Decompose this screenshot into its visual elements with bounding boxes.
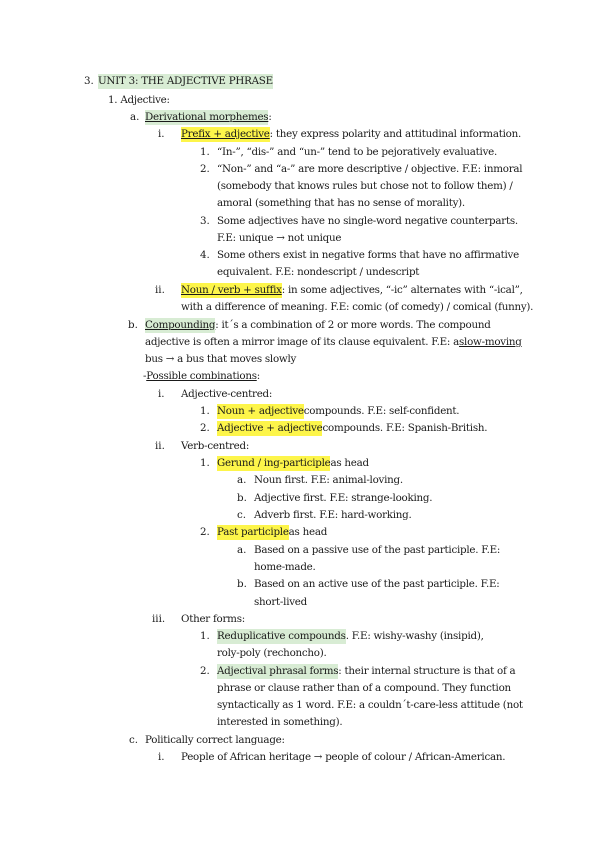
- list-item-continuation: amoral (something that has no sense of morality).: [217, 197, 465, 209]
- list-marker: 1.: [200, 146, 210, 158]
- list-item: Based on a passive use of the past participle. F.E:: [254, 544, 501, 556]
- phrasal-heading: Adjectival phrasal forms: their internal structure is that of a: [217, 665, 516, 677]
- reduplicative-heading: Reduplicative compounds. F.E: wishy-washy (insipid),: [217, 630, 484, 642]
- list-item-continuation: phrase or clause rather than of a compound. They function: [217, 682, 511, 694]
- list-marker: a.: [130, 111, 140, 123]
- list-marker: 1.: [200, 405, 210, 417]
- list-item: People of African heritage → people of colour / African-American.: [181, 751, 506, 763]
- compounding-label: Compounding: [145, 319, 216, 331]
- other-forms-heading: Other forms:: [181, 613, 245, 625]
- list-marker: b.: [128, 319, 138, 331]
- list-item: Adverb first. F.E: hard-working.: [254, 509, 412, 521]
- list-marker: c.: [129, 734, 139, 746]
- list-marker: i.: [158, 388, 165, 400]
- list-marker: 2.: [200, 526, 210, 538]
- prefix-label: Prefix + adjective: [181, 128, 270, 140]
- list-item-continuation: equivalent. F.E: nondescript / undescript: [217, 266, 420, 278]
- possible-combinations-heading: -Possible combinations:: [143, 370, 260, 382]
- list-marker: b.: [237, 578, 247, 590]
- prefix-heading: Prefix + adjective: they express polarity and attitudinal information.: [181, 128, 521, 140]
- unit-heading: [98, 74, 273, 89]
- verb-centred-heading: Verb-centred:: [181, 440, 250, 452]
- list-item: Noun first. F.E: animal-loving.: [254, 474, 403, 486]
- list-marker: 1.: [200, 630, 210, 642]
- list-item: “Non-” and “a-” are more descriptive / objective. F.E: inmoral: [217, 163, 523, 175]
- compounding-continuation: adjective is often a mirror image of its clause equivalent. F.E: aslow-moving: [145, 336, 522, 348]
- derivational-heading: Derivational morphemes:: [145, 111, 272, 123]
- list-item: “In-”, “dis-” and “un-” tend to be pejoratively evaluative.: [217, 146, 498, 158]
- compounding-continuation: bus → a bus that moves slowly: [145, 353, 297, 365]
- list-item: Adjective first. F.E: strange-looking.: [254, 492, 433, 504]
- list-item-continuation: short-lived: [254, 596, 307, 608]
- unit-title: UNIT 3: THE ADJECTIVE PHRASE: [98, 75, 273, 87]
- suffix-heading: Noun / verb + suffix: in some adjectives, “-ic” alternates with “-ical”,: [181, 284, 523, 296]
- list-item: Some adjectives have no single-word negative counterparts.: [217, 215, 518, 227]
- list-marker: i.: [158, 128, 165, 140]
- list-item: Adjective + adjectivecompounds. F.E: Spanish-British.: [217, 422, 488, 434]
- list-marker: a.: [237, 544, 247, 556]
- list-marker: 4.: [200, 249, 210, 261]
- list-item-continuation: F.E: unique → not unique: [217, 232, 342, 244]
- adjective-heading: 1. Adjective:: [108, 94, 170, 106]
- adjective-centred-heading: Adjective-centred:: [181, 388, 273, 400]
- list-marker: 2.: [200, 665, 210, 677]
- list-marker: 3.: [200, 215, 210, 227]
- past-participle-heading: Past participleas head: [217, 526, 328, 538]
- gerund-heading: Gerund / ing-participleas head: [217, 457, 369, 469]
- suffix-label: Noun / verb + suffix: [181, 284, 282, 296]
- compounding-heading: Compounding: it´s a combination of 2 or more words. The compound: [145, 319, 491, 331]
- list-marker: 2.: [200, 422, 210, 434]
- list-marker: b.: [237, 492, 247, 504]
- list-marker: 3.: [84, 75, 94, 87]
- list-marker: iii.: [152, 613, 166, 625]
- list-item: Noun + adjectivecompounds. F.E: self-confident.: [217, 405, 460, 417]
- list-item-continuation: interested in something).: [217, 716, 343, 728]
- politically-heading: Politically correct language:: [145, 734, 285, 746]
- list-marker: a.: [237, 474, 247, 486]
- list-item-continuation: syntactically as 1 word. F.E: a couldn´t-care-less attitude (not: [217, 699, 523, 711]
- suffix-continuation: with a difference of meaning. F.E: comic (of comedy) / comical (funny).: [181, 301, 534, 313]
- list-marker: 2.: [200, 163, 210, 175]
- derivational-title: Derivational morphemes: [145, 111, 269, 123]
- list-marker: c.: [237, 509, 247, 521]
- list-marker: 1.: [200, 457, 210, 469]
- slow-moving-term: slow-moving: [459, 336, 522, 348]
- list-item-continuation: home-made.: [254, 561, 316, 573]
- list-item: Based on an active use of the past participle. F.E:: [254, 578, 500, 590]
- list-item-continuation: roly-poly (rechoncho).: [217, 647, 327, 659]
- list-item: Some others exist in negative forms that have no affirmative: [217, 249, 519, 261]
- list-marker: ii.: [155, 284, 165, 296]
- list-marker: i.: [158, 751, 165, 763]
- list-item-continuation: (somebody that knows rules but chose not to follow them) /: [217, 180, 513, 192]
- list-marker: ii.: [155, 440, 165, 452]
